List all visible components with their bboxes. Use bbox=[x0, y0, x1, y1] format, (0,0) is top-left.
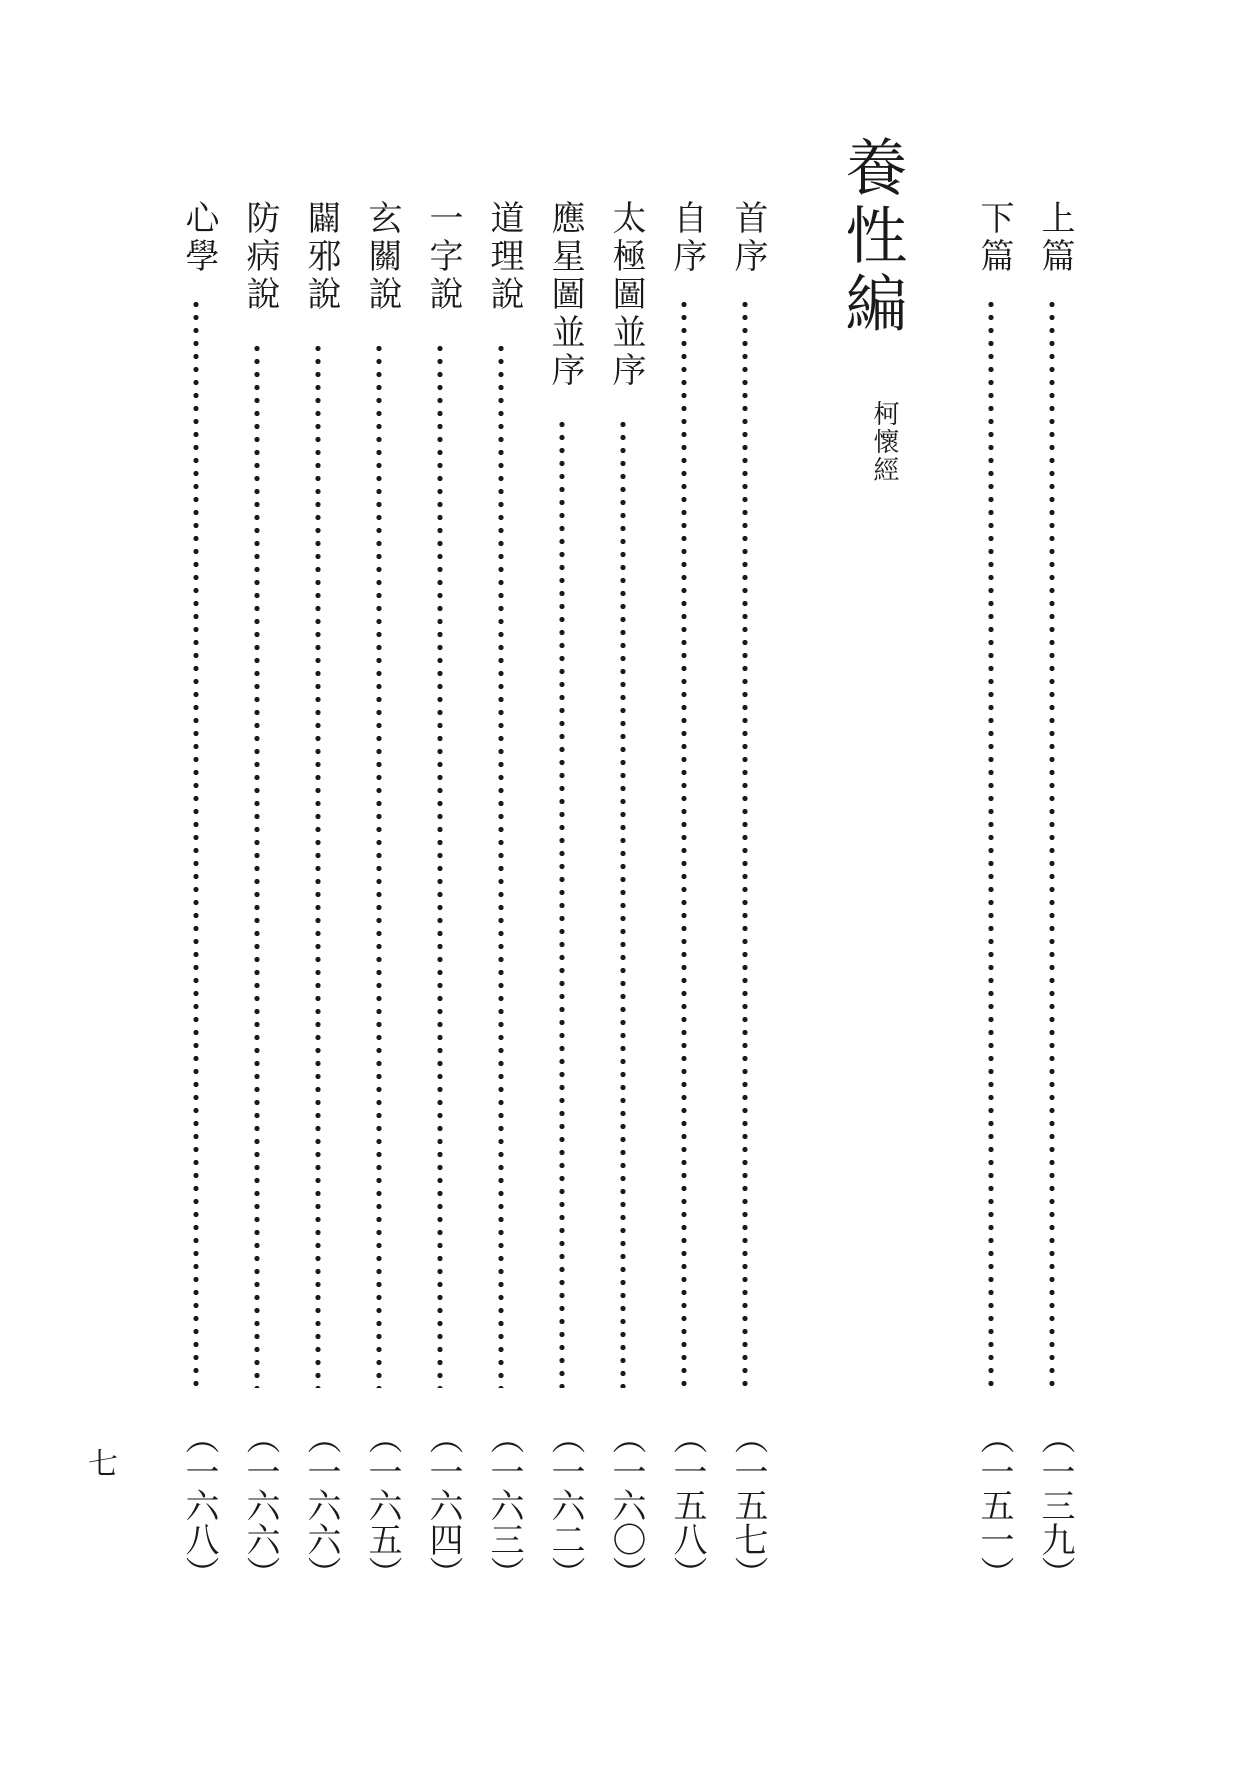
toc-entry-page: （一六二） bbox=[545, 1420, 585, 1590]
toc-entry-title: 上篇 bbox=[1035, 200, 1075, 276]
dot-leader bbox=[559, 418, 565, 1388]
toc-entry-title: 闢邪說 bbox=[301, 200, 341, 314]
toc-entry-title: 道理說 bbox=[484, 200, 524, 314]
dot-leader bbox=[742, 298, 748, 1388]
toc-entry-page: （一六六） bbox=[240, 1420, 280, 1590]
toc-entry-title: 一字說 bbox=[423, 200, 463, 314]
toc-entry-title: 首序 bbox=[728, 200, 768, 276]
dot-leader bbox=[681, 298, 687, 1388]
toc-entry-page: （一六〇） bbox=[606, 1420, 646, 1590]
book-title: 養性編 bbox=[835, 135, 908, 339]
dot-leader bbox=[437, 342, 443, 1388]
book-author: 柯懷經 bbox=[869, 400, 899, 484]
toc-entry-page: （一五一） bbox=[974, 1420, 1014, 1590]
dot-leader bbox=[193, 298, 199, 1388]
toc-entry-page: （一六五） bbox=[362, 1420, 402, 1590]
toc-entry-title: 玄關說 bbox=[362, 200, 402, 314]
toc-entry-page: （一六六） bbox=[301, 1420, 341, 1590]
dot-leader bbox=[988, 298, 994, 1388]
page-number: 七 bbox=[88, 1447, 118, 1482]
toc-entry-page: （一六四） bbox=[423, 1420, 463, 1590]
toc-entry-title: 下篇 bbox=[974, 200, 1014, 276]
toc-entry-page: （一三九） bbox=[1035, 1420, 1075, 1590]
dot-leader bbox=[1049, 298, 1055, 1388]
dot-leader bbox=[376, 342, 382, 1388]
toc-entry-page: （一五七） bbox=[728, 1420, 768, 1590]
toc-entry-title: 太極圖並序 bbox=[606, 200, 646, 390]
dot-leader bbox=[620, 418, 626, 1388]
toc-entry-title: 應星圖並序 bbox=[545, 200, 585, 390]
toc-entry-title: 心學 bbox=[179, 200, 219, 276]
toc-entry-page: （一五八） bbox=[667, 1420, 707, 1590]
toc-entry-page: （一六三） bbox=[484, 1420, 524, 1590]
dot-leader bbox=[498, 342, 504, 1388]
dot-leader bbox=[315, 342, 321, 1388]
toc-entry-title: 防病說 bbox=[240, 200, 280, 314]
dot-leader bbox=[254, 342, 260, 1388]
toc-entry-page: （一六八） bbox=[179, 1420, 219, 1590]
toc-entry-title: 自序 bbox=[667, 200, 707, 276]
